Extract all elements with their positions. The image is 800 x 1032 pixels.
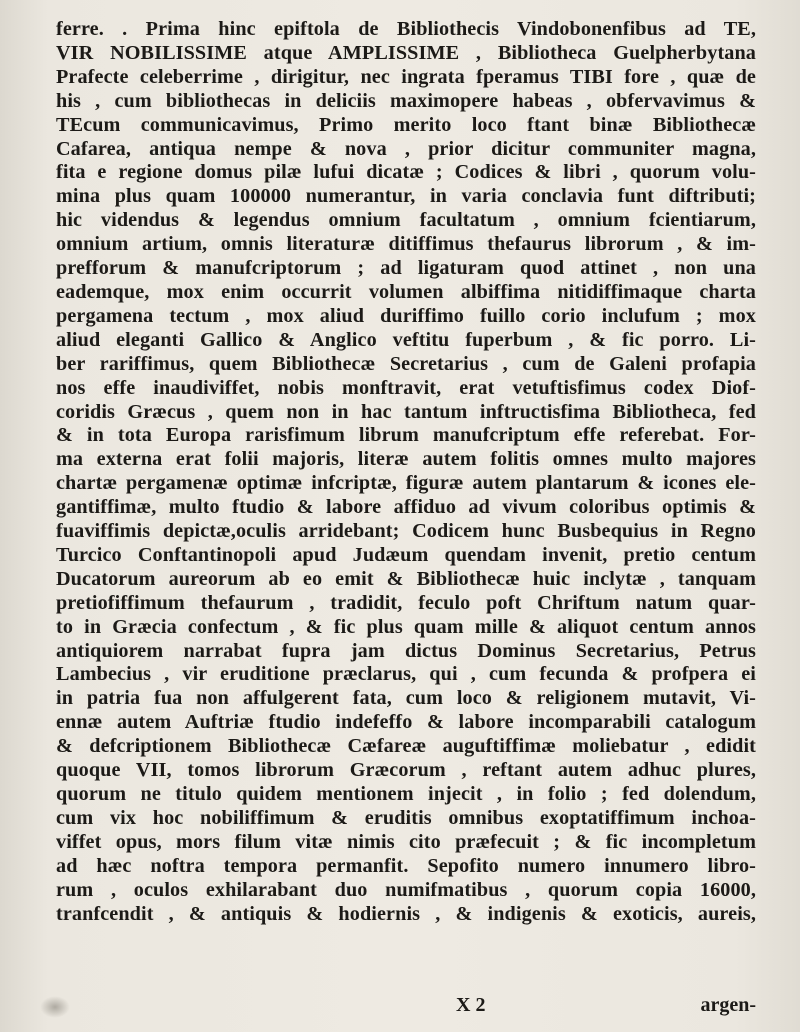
text-line: antiquiorem narrabat fupra jam dictus Dominus Secretarius, Petrus	[56, 639, 756, 662]
text-line: his , cum bibliothecas in deliciis maximopere habeas , obfervavimus &	[56, 89, 756, 112]
text-line: tranfcendit , & antiquis & hodiernis , & indigenis & exoticis, aureis,	[56, 902, 756, 925]
text-line: ferre. . Prima hinc epiftola de Bibliothecis Vindobonenfibus ad TE,	[56, 18, 756, 40]
text-line: viffet opus, mors filum vitæ nimis cito præfecuit ; & fic incompletum	[56, 830, 756, 853]
text-line: prefforum & manufcriptorum ; ad ligaturam quod attinet , non una	[56, 257, 756, 280]
text-line: Ducatorum aureorum ab eo emit & Bibliothecæ huic inclytæ , tanquam	[56, 567, 756, 590]
text-line: omnium artium, omnis literaturæ ditiffimus thefaurus librorum , & im-	[56, 233, 756, 256]
text-line: ber rariffimus, quem Bibliothecæ Secretarius , cum de Galeni profapia	[56, 352, 756, 375]
text-line: to in Græcia confectum , & fic plus quam mille & aliquot centum annos	[56, 615, 756, 638]
text-line: fita e regione domus pilæ lufui dicatæ ; Codices & libri , quorum volu-	[56, 161, 756, 184]
text-line: hic videndus & legendus omnium facultatum , omnium fcientiarum,	[56, 209, 756, 232]
page-footer	[56, 994, 756, 1022]
signature-mark: X 2	[456, 994, 486, 1016]
text-line: ennæ autem Auftriæ ftudio indefeffo & labore incomparabili catalogum	[56, 711, 756, 734]
text-line: quoque VII, tomos librorum Græcorum , reftant autem adhuc plures,	[56, 759, 756, 782]
text-line: TEcum communicavimus, Primo merito loco ftant binæ Bibliothecæ	[56, 113, 756, 136]
text-line: fuaviffimis depictæ,oculis arridebant; Codicem hunc Busbequius in Regno	[56, 520, 756, 543]
text-line: pergamena tectum , mox aliud duriffimo fuillo corio inclufum ; mox	[56, 304, 756, 327]
text-line: & in tota Europa rarisfimum librum manufcriptum effe referebat. For-	[56, 424, 756, 447]
text-line: ma externa erat folii majoris, literæ autem folitis omnes multo majores	[56, 448, 756, 471]
catchword: argen-	[700, 994, 756, 1016]
text-line: quorum ne titulo quidem mentionem injecit , in folio ; fed dolendum,	[56, 783, 756, 805]
text-line: pretiofiffimum thefaurum , tradidit, feculo poft Chriftum natum quar-	[56, 591, 756, 614]
text-line: gantiffimæ, multo ftudio & labore affiduo ad vivum coloribus optimis &	[56, 496, 756, 519]
text-line: ad hæc noftra tempora permanfit. Sepofito numero innumero libro-	[56, 854, 756, 877]
text-line: in patria fua non affulgerent fata, cum loco & religionem mutavit, Vi-	[56, 687, 756, 710]
text-line: & defcriptionem Bibliothecæ Cæfareæ auguftiffimæ moliebatur , edidit	[56, 735, 756, 758]
text-line: eademque, mox enim occurrit volumen albiffima nitidiffimaque charta	[56, 280, 756, 303]
text-line: VIR NOBILISSIME atque AMPLISSIME , Bibliotheca Guelpherbytana	[56, 41, 756, 64]
text-line: coridis Græcus , quem non in hac tantum inftructisfima Bibliotheca, fed	[56, 400, 756, 423]
text-line: nos effe inaudiviffet, nobis monftravit, erat vetuftisfimus codex Diof-	[56, 376, 756, 399]
text-line: cum vix hoc nobiliffimum & eruditis omnibus exoptatiffimum inchoa-	[56, 806, 756, 829]
text-line: Turcico Conftantinopoli apud Judæum quendam invenit, pretio centum	[56, 543, 756, 566]
text-line: chartæ pergamenæ optimæ infcriptæ, figuræ autem plantarum & icones ele-	[56, 472, 756, 495]
text-line: mina plus quam 100000 numerantur, in varia conclavia funt diftributi;	[56, 185, 756, 208]
text-line: Cafarea, antiqua nempe & nova , prior dicitur communiter magna,	[56, 137, 756, 160]
text-line: aliud eleganti Gallico & Anglico veftitu fuperbum , & fic porro. Li-	[56, 328, 756, 351]
text-line: rum , oculos exhilarabant duo numifmatibus , quorum copia 16000,	[56, 878, 756, 901]
text-line: Prafecte celeberrime , dirigitur, nec ingrata fperamus TIBI fore , quæ de	[56, 65, 756, 88]
text-line: Lambecius , vir eruditione præclarus, qui , cum fecunda & profpera ei	[56, 663, 756, 686]
body-text	[56, 18, 756, 926]
